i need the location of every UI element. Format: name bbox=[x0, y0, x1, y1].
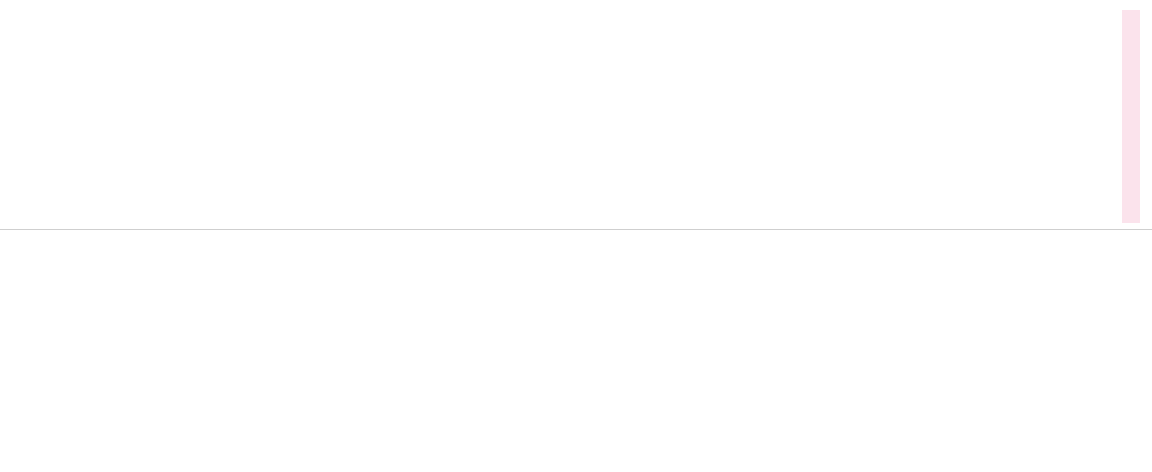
song-lyrics-box bbox=[1122, 10, 1140, 223]
bottom-tier bbox=[0, 234, 1152, 470]
tier-divider bbox=[0, 229, 1152, 230]
top-tier bbox=[0, 4, 1152, 226]
